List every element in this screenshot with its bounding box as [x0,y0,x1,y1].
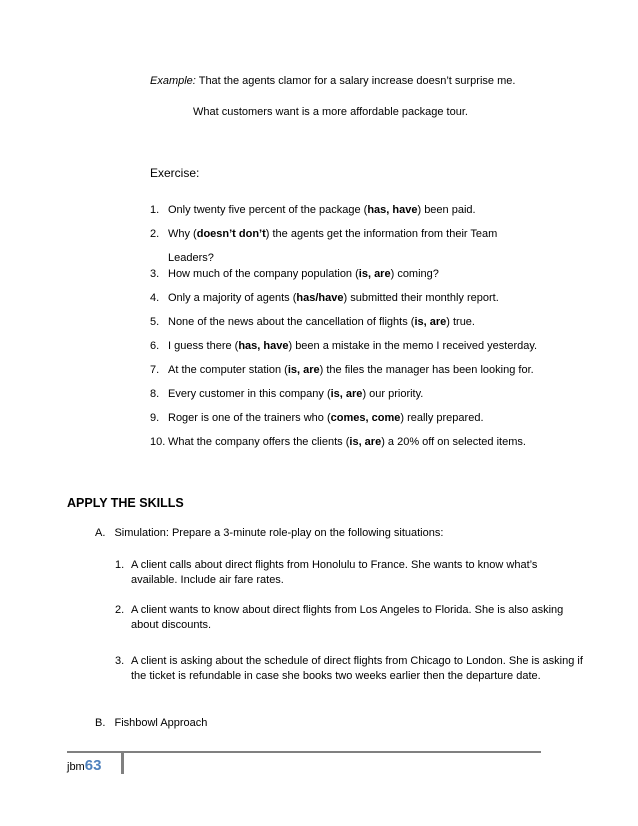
exercise-item-number: 9. [150,412,160,424]
apply-heading: APPLY THE SKILLS [67,496,184,510]
exercise-item-number: 6. [150,340,160,352]
exercise-item-post: ) true. [446,316,475,328]
exercise-item-post: ) really prepared. [400,412,484,424]
section-a [95,527,443,539]
exercise-item-pre: How much of the company population ( [168,268,359,280]
footer-rule [67,751,541,753]
section-b-letter: B. [95,717,106,729]
exercise-item-number: 2. [150,228,160,240]
exercise-item-choice: has, have [367,204,418,216]
exercise-item-pre: Only twenty five percent of the package ( [168,204,368,216]
exercise-item-pre: Only a majority of agents ( [168,292,297,304]
exercise-item-choice: comes, come [330,412,401,424]
exercise-item-pre: Every customer in this company ( [168,388,331,400]
exercise-item-post: ) a 20% off on selected items. [381,436,526,448]
situation-number: 1. [115,559,125,571]
exercise-item [150,436,526,448]
exercise-item-post: ) been paid. [417,204,476,216]
example-line-1 [150,75,515,87]
example-label: Example: [150,75,196,87]
exercise-item-choice: is, are [349,436,382,448]
exercise-item-pre: At the computer station ( [168,364,288,376]
exercise-item [150,316,475,328]
exercise-item-number: 8. [150,388,160,400]
exercise-item [150,412,484,424]
situation-item [115,603,585,633]
exercise-item [150,364,534,376]
exercise-item-number: 5. [150,316,160,328]
situation-item [115,558,585,588]
exercise-item-choice: is, are [287,364,320,376]
exercise-title: Exercise: [150,166,200,180]
exercise-item-number: 1. [150,204,160,216]
exercise-item-post: ) the agents get the information from their Team [265,228,498,240]
exercise-item-post: ) our priority. [362,388,424,400]
page-number: 63 [84,757,102,774]
situation-item [115,654,585,684]
exercise-item [150,228,497,240]
exercise-item [150,388,423,400]
exercise-item-choice: is, are [414,316,447,328]
exercise-item-continuation: Leaders? [168,252,214,264]
exercise-item-post: ) been a mistake in the memo I received yesterday. [288,340,538,352]
exercise-item-choice: doesn’t don’t [196,228,266,240]
section-a-text: Simulation: Prepare a 3-minute role-play on the following situations: [114,527,444,539]
example-sentence-1: That the agents clamor for a salary increase doesn’t surprise me. [198,75,516,87]
exercise-item-pre: I guess there ( [168,340,239,352]
exercise-item [150,268,439,280]
situation-number: 2. [115,604,125,616]
situation-text: A client is asking about the schedule of direct flights from Chicago to London. She is asking if the ticket is refundable in case she books two weeks earlier then the departure date. [131,655,583,682]
situation-number: 3. [115,655,125,667]
exercise-item [150,340,537,352]
exercise-item-post: ) submitted their monthly report. [343,292,499,304]
section-b [95,717,207,729]
situation-text: A client calls about direct flights from Honolulu to France. She wants to know what’s available. Include air fare rates. [131,559,538,586]
exercise-item-choice: has, have [238,340,289,352]
exercise-item-pre: None of the news about the cancellation of flights ( [168,316,415,328]
exercise-item-number: 7. [150,364,160,376]
exercise-item [150,204,476,216]
exercise-item-number: 3. [150,268,160,280]
exercise-item-choice: is, are [358,268,391,280]
exercise-item-choice: is, are [330,388,363,400]
example-sentence-2: What customers want is a more affordable package tour. [193,106,468,118]
exercise-item-post: ) the files the manager has been looking for. [319,364,534,376]
exercise-item [150,292,499,304]
exercise-item-number: 4. [150,292,160,304]
section-a-letter: A. [95,527,106,539]
exercise-item-post: ) coming? [390,268,439,280]
exercise-item-choice: has/have [296,292,344,304]
situation-text: A client wants to know about direct flights from Los Angeles to Florida. She is also asking about discounts. [131,604,564,631]
exercise-item-pre: What the company offers the clients ( [168,436,350,448]
section-b-text: Fishbowl Approach [114,717,208,729]
exercise-item-pre: Roger is one of the trainers who ( [168,412,331,424]
footer-divider [121,753,124,774]
exercise-item-number: 10. [150,436,166,448]
footer-prefix: jbm [67,761,85,773]
page-footer [67,757,101,774]
exercise-item-pre: Why ( [168,228,197,240]
